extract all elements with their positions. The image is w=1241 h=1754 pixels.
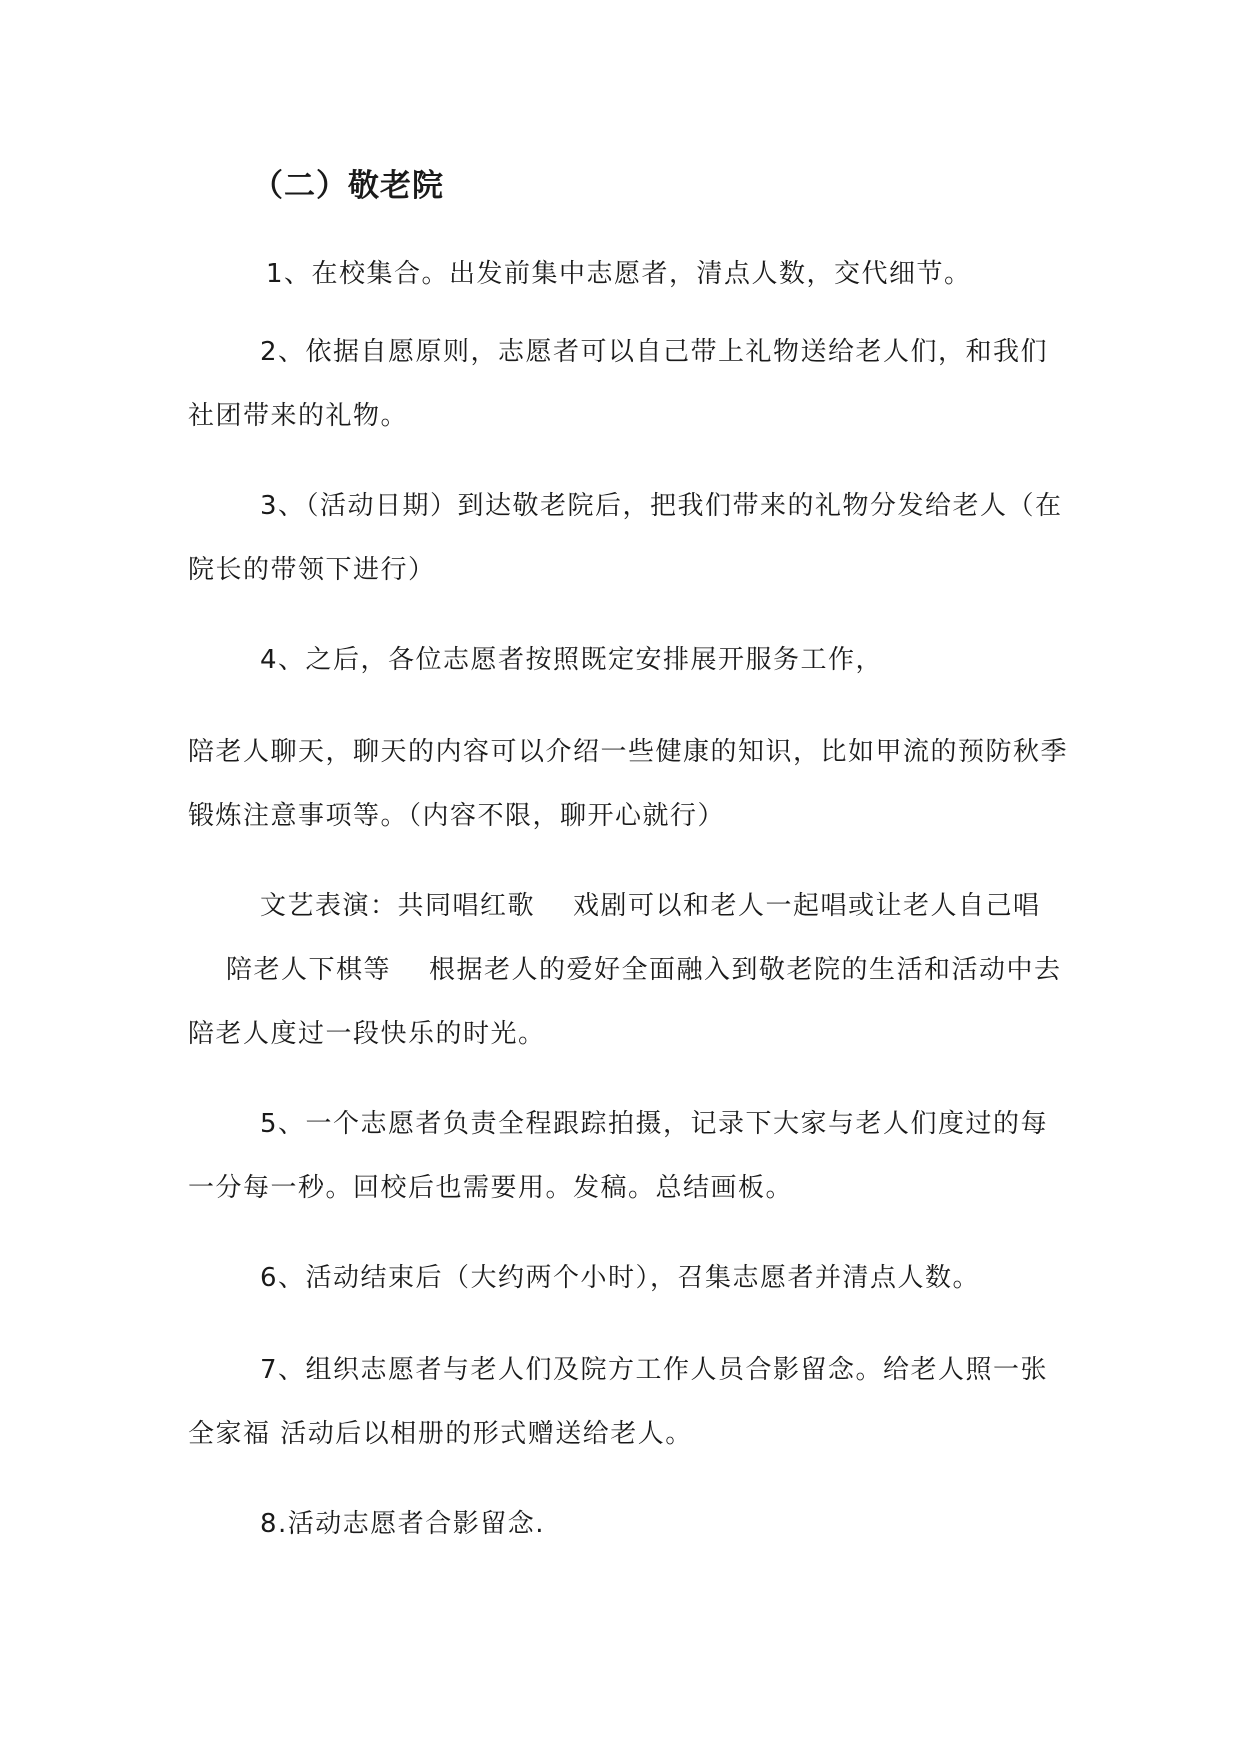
performance-text-a: 文艺表演：共同唱红歌 — [260, 891, 536, 921]
performance-text-b: 戏剧可以和老人一起唱或让老人自己唱 — [573, 891, 1041, 921]
section-heading: （二）敬老院 — [252, 168, 444, 204]
paragraph-step-8: 8.活动志愿者合影留念. — [260, 1509, 546, 1539]
paragraph-step-5: 5、一个志愿者负责全程跟踪拍摄，记录下大家与老人们度过的每一分每一秒。回校后也需要用。发稿。总结画板。 — [188, 1109, 1049, 1203]
paragraph-step-3: 3、（活动日期）到达敬老院后，把我们带来的礼物分发给老人（在院长的带领下进行） — [188, 491, 1063, 585]
paragraph-chat-content: 陪老人聊天，聊天的内容可以介绍一些健康的知识，比如甲流的预防秋季锻炼注意事项等。（内容不限，聊开心就行） — [188, 737, 1069, 831]
performance-text-c: 陪老人下棋等 — [226, 955, 392, 985]
paragraph-step-4: 4、之后，各位志愿者按照既定安排展开服务工作， — [260, 645, 884, 675]
paragraph-step-2: 2、依据自愿原则，志愿者可以自己带上礼物送给老人们，和我们社团带来的礼物。 — [188, 337, 1049, 431]
performance-text-d: 根据老人的爱好全面融入到敬老院的生活和活动中去陪老人度过一段快乐的时光。 — [188, 955, 1062, 1049]
paragraph-step-6: 6、活动结束后（大约两个小时），召集志愿者并清点人数。 — [260, 1263, 981, 1293]
paragraph-performance — [188, 874, 1068, 1066]
paragraph-step-7: 7、组织志愿者与老人们及院方工作人员合影留念。给老人照一张全家福 活动后以相册的形式赠送给老人。 — [188, 1355, 1049, 1449]
paragraph-step-1: 1、在校集合。出发前集中志愿者，清点人数，交代细节。 — [266, 259, 972, 289]
